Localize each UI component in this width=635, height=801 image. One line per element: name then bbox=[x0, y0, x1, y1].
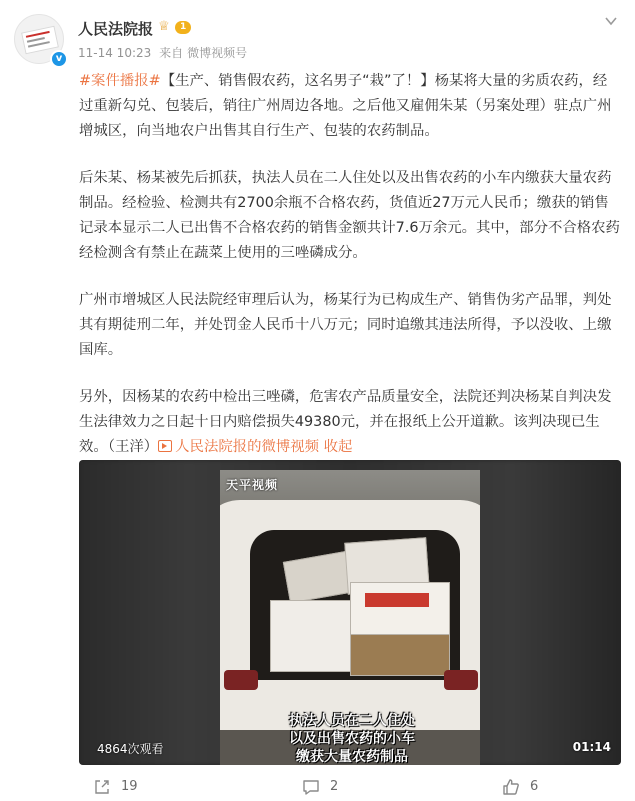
hashtag-link[interactable]: #案件播报# bbox=[79, 73, 161, 89]
chevron-down-icon bbox=[604, 14, 618, 28]
more-options-button[interactable] bbox=[602, 14, 620, 32]
video-player[interactable] bbox=[79, 460, 621, 765]
thumbs-up-icon bbox=[502, 778, 520, 796]
post-text bbox=[79, 69, 621, 460]
verified-icon: v bbox=[50, 50, 68, 68]
post-meta bbox=[78, 44, 251, 61]
video-subtitle-line-2: 以及出售农药的小车 bbox=[289, 731, 415, 747]
comment-icon bbox=[302, 778, 320, 796]
like-button[interactable] bbox=[502, 772, 538, 801]
share-count: 19 bbox=[121, 779, 138, 794]
level-badge[interactable]: 1 bbox=[175, 21, 191, 34]
video-frame bbox=[220, 470, 480, 765]
view-count: 4864次观看 bbox=[97, 742, 164, 756]
video-icon bbox=[158, 440, 172, 452]
video-watermark: 天平视频 bbox=[226, 478, 279, 492]
comment-count: 2 bbox=[330, 779, 339, 794]
video-duration: 01:14 bbox=[572, 740, 611, 754]
post-source[interactable]: 微博视频号 bbox=[187, 46, 248, 60]
paragraph-3: 广州市增城区人民法院经审理后认为，杨某行为已构成生产、销售伪劣产品罪，判处其有期徒刑二年，并处罚金人民币十八万元；同时追缴其违法所得，予以没收、上缴国库。 bbox=[79, 292, 612, 358]
paragraph-4 bbox=[79, 385, 621, 460]
share-button[interactable] bbox=[93, 772, 138, 801]
paragraph-2: 后朱某、杨某被先后抓获，执法人员在二人住处以及出售农药的小车内缴获大量农药制品。经检验、检测共有2700余瓶不合格农药，货值近27万元人民币；缴获的销售记录本显示二人已出售不合格农药的销售金额共计7.6万余元。其中，部分不合格农药经检测含有禁止在蔬菜上使用的三唑磷成分。 bbox=[79, 170, 620, 261]
newspaper-logo-icon bbox=[21, 26, 59, 55]
post-time[interactable]: 11-14 10:23 bbox=[78, 46, 152, 60]
paragraph-1-text: 【生产、销售假农药，这名男子“栽”了！】杨某将大量的劣质农药，经过重新勾兑、包装后，销往广州周边各地。之后他又雇佣朱某（另案处理）驻点广州增城区，向当地农户出售其自行生产、包装的农药制品。 bbox=[79, 73, 612, 139]
video-source-link[interactable] bbox=[158, 439, 319, 455]
action-bar bbox=[0, 772, 635, 801]
user-name[interactable]: 人民法院报 bbox=[78, 20, 154, 38]
car-trunk bbox=[250, 530, 460, 680]
paragraph-1 bbox=[79, 69, 621, 144]
video-subtitle-line-1: 执法人员在二人住处 bbox=[289, 713, 415, 729]
video-subtitle-line-3: 缴获大量农药制品 bbox=[296, 749, 408, 765]
post-header bbox=[14, 10, 624, 68]
crown-icon: ♕ bbox=[158, 19, 170, 34]
collapse-link[interactable]: 收起 bbox=[323, 439, 353, 455]
share-icon bbox=[93, 778, 111, 796]
video-source-label: 人民法院报的微博视频 bbox=[175, 439, 320, 455]
like-count: 6 bbox=[530, 779, 539, 794]
paragraph-4-text: 另外，因杨某的农药中检出三唑磷，危害农产品质量安全，法院还判决杨某自判决发生法律效力之日起十日内赔偿损失49380元，并在报纸上公开道歉。该判决现已生效。（王洋） bbox=[79, 389, 612, 455]
source-prefix: 来自 bbox=[159, 46, 184, 60]
comment-button[interactable] bbox=[302, 772, 338, 801]
